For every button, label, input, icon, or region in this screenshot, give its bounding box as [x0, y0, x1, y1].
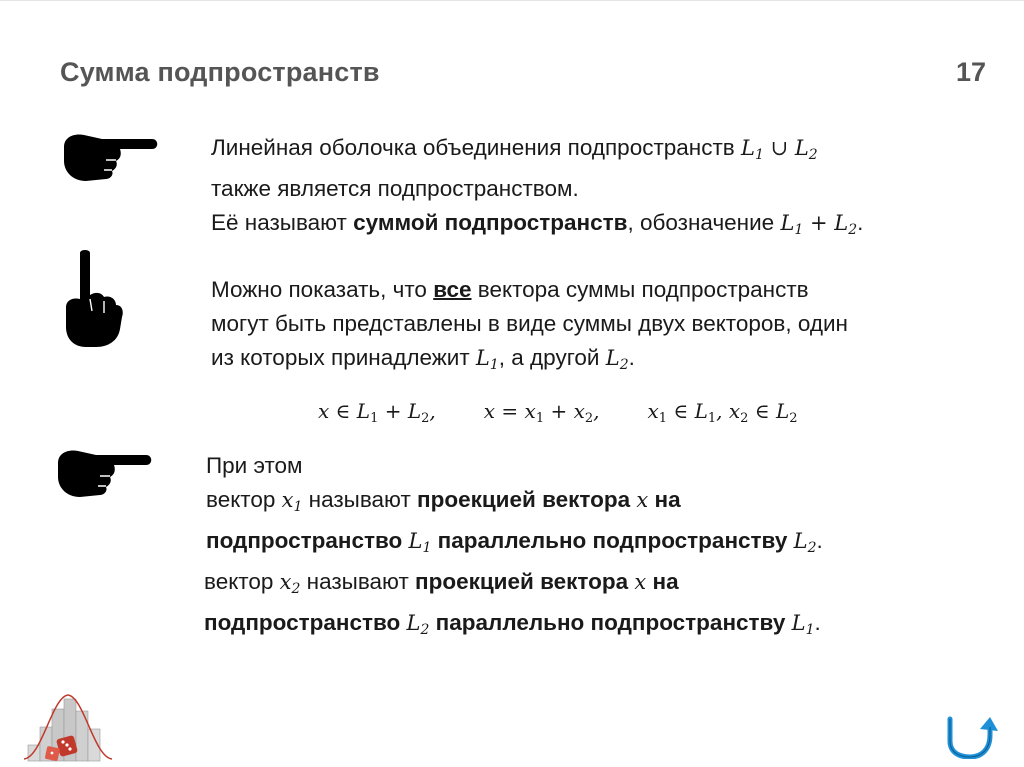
math-L1-union-L2: $L_1$ ∪ $L_2$: [740, 136, 818, 163]
definition-paragraph: [211, 131, 863, 247]
pointing-right-hand-icon: [56, 445, 156, 501]
claim-line-1: Можно показать, что все вектора суммы подпространств: [211, 277, 809, 302]
math-L1: $L_1$: [408, 529, 432, 556]
pointing-up-hand-icon: [62, 249, 124, 349]
math-L1-plus-L2: $L_1 + L_2$: [780, 211, 858, 238]
math-x: x: [636, 488, 649, 512]
claim-line-3: из которых принадлежит $L_1$, а другой $L_2$.: [211, 345, 635, 373]
formula-line: [318, 399, 798, 426]
pointing-right-hand-icon: [62, 129, 162, 185]
math-L2: $L_2$: [793, 529, 817, 556]
formula-x-decomposition: $x = x_1 + x_2$,: [483, 399, 600, 426]
claim-paragraph: [211, 273, 848, 382]
definition-line-3: Её называют суммой подпространств, обозначение $L_1 + L_2$.: [211, 210, 864, 238]
math-L1: $L_1$: [791, 611, 815, 638]
math-x: x: [634, 570, 647, 594]
math-L2: $L_2$: [605, 346, 629, 373]
math-x1: $x_1$: [281, 488, 303, 515]
projection-paragraph-2: [204, 565, 821, 647]
math-x2: $x_2$: [279, 570, 301, 597]
projection-paragraph-1: [206, 449, 823, 565]
formula-x-in-sum: x ∈ $L_1 + L_2$,: [318, 399, 436, 426]
projection-intro: При этом: [206, 453, 303, 478]
slide-title: Сумма подпространств: [60, 57, 380, 87]
math-L2: $L_2$: [406, 611, 430, 638]
projection-1-line-2: подпространство $L_1$ параллельно подпространству $L_2$.: [206, 528, 823, 556]
page-number: 17: [955, 57, 986, 87]
term-sum-of-subspaces: суммой подпространств: [353, 210, 628, 235]
formula-membership: $x_1$ ∈ $L_1$, $x_2$ ∈ $L_2$: [647, 399, 798, 426]
projection-2-line-1: вектор $x_2$ называют проекцией вектора x на: [204, 569, 679, 597]
dice-bell-curve-logo: [22, 687, 114, 763]
emphasis-all: все: [433, 277, 472, 302]
projection-2-line-2: подпространство $L_2$ параллельно подпространству $L_1$.: [204, 610, 821, 638]
math-L1: $L_1$: [475, 346, 499, 373]
definition-line-2: также является подпространством.: [211, 176, 579, 201]
return-arrow-icon[interactable]: [942, 713, 998, 759]
definition-line-1: Линейная оболочка объединения подпространств $L_1$ ∪ $L_2$: [211, 135, 818, 163]
projection-1-line-1: вектор $x_1$ называют проекцией вектора x на: [206, 487, 681, 515]
claim-line-2: могут быть представлены в виде суммы двух векторов, один: [211, 311, 848, 336]
